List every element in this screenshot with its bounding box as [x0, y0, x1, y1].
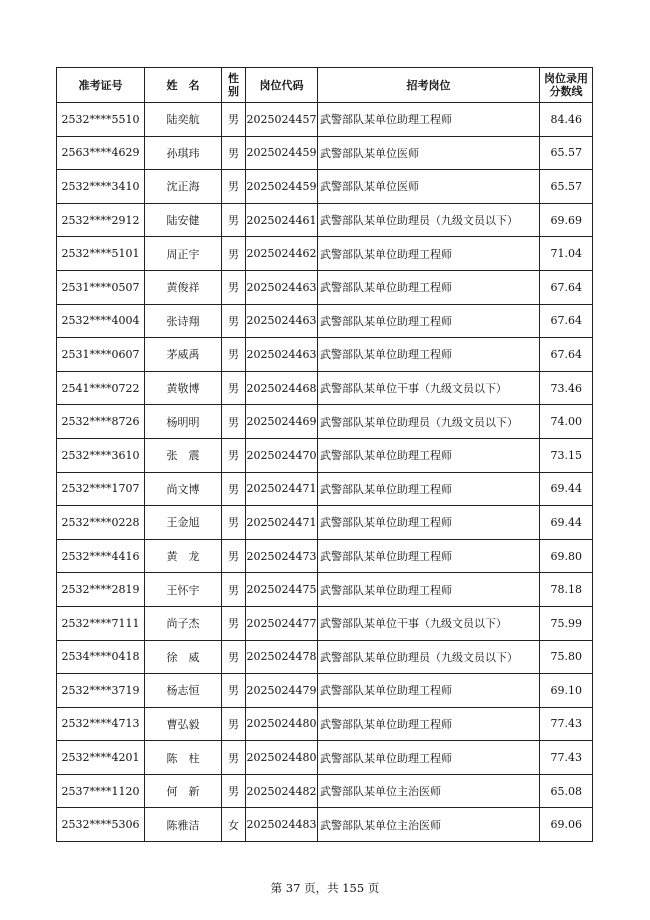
cell-cutoff-score: 67.64	[540, 338, 593, 372]
cell-name: 杨明明	[145, 405, 222, 439]
table-row	[57, 640, 593, 674]
cell-position: 武警部队某单位助理员（九级文员以下）	[318, 405, 540, 439]
cell-position: 武警部队某单位助理工程师	[318, 270, 540, 304]
cell-ticket-number: 2532****2819	[57, 573, 145, 607]
results-table	[56, 67, 593, 842]
cell-ticket-number: 2532****4201	[57, 741, 145, 775]
cell-gender: 男	[222, 103, 246, 137]
cell-cutoff-score: 69.10	[540, 674, 593, 708]
cell-name: 陆奕航	[145, 103, 222, 137]
cell-position: 武警部队某单位助理工程师	[318, 304, 540, 338]
table-row	[57, 405, 593, 439]
cell-cutoff-score: 71.04	[540, 237, 593, 271]
table-row	[57, 606, 593, 640]
table-row	[57, 371, 593, 405]
cell-position: 武警部队某单位医师	[318, 170, 540, 204]
cell-gender: 男	[222, 338, 246, 372]
table-row	[57, 539, 593, 573]
table-row	[57, 237, 593, 271]
header-ticket-number: 准考证号	[57, 68, 145, 103]
cell-position-code: 2025024469	[246, 405, 318, 439]
cell-gender: 男	[222, 304, 246, 338]
cell-gender: 男	[222, 573, 246, 607]
table-row	[57, 674, 593, 708]
cell-name: 孙琪玮	[145, 136, 222, 170]
table-row	[57, 338, 593, 372]
cell-cutoff-score: 69.80	[540, 539, 593, 573]
cell-position: 武警部队某单位助理员（九级文员以下）	[318, 640, 540, 674]
cell-name: 黄敬博	[145, 371, 222, 405]
cell-gender: 男	[222, 741, 246, 775]
cell-position: 武警部队某单位助理工程师	[318, 338, 540, 372]
cell-position: 武警部队某单位助理工程师	[318, 103, 540, 137]
table-row	[57, 136, 593, 170]
cell-ticket-number: 2532****5306	[57, 808, 145, 842]
cell-position-code: 2025024462	[246, 237, 318, 271]
cell-cutoff-score: 69.44	[540, 472, 593, 506]
cell-gender: 男	[222, 506, 246, 540]
cell-cutoff-score: 65.57	[540, 170, 593, 204]
cell-position: 武警部队某单位助理员（九级文员以下）	[318, 203, 540, 237]
cell-cutoff-score: 67.64	[540, 270, 593, 304]
cell-ticket-number: 2537****1120	[57, 774, 145, 808]
cell-name: 王怀宇	[145, 573, 222, 607]
cell-name: 陈雅洁	[145, 808, 222, 842]
cell-name: 尚子杰	[145, 606, 222, 640]
cell-position-code: 2025024475	[246, 573, 318, 607]
cell-position: 武警部队某单位医师	[318, 136, 540, 170]
table-row	[57, 304, 593, 338]
cell-position: 武警部队某单位助理工程师	[318, 741, 540, 775]
cell-cutoff-score: 69.69	[540, 203, 593, 237]
cell-name: 茅威禹	[145, 338, 222, 372]
cell-position-code: 2025024479	[246, 674, 318, 708]
cell-cutoff-score: 77.43	[540, 707, 593, 741]
table-body	[57, 103, 593, 842]
cell-position-code: 2025024461	[246, 203, 318, 237]
cell-ticket-number: 2532****3719	[57, 674, 145, 708]
cell-position-code: 2025024468	[246, 371, 318, 405]
cell-ticket-number: 2532****5510	[57, 103, 145, 137]
cell-position-code: 2025024471	[246, 472, 318, 506]
table-row	[57, 573, 593, 607]
cell-cutoff-score: 84.46	[540, 103, 593, 137]
cell-position: 武警部队某单位助理工程师	[318, 438, 540, 472]
cell-ticket-number: 2532****7111	[57, 606, 145, 640]
cell-ticket-number: 2532****8726	[57, 405, 145, 439]
cell-position-code: 2025024471	[246, 506, 318, 540]
cell-cutoff-score: 69.06	[540, 808, 593, 842]
cell-cutoff-score: 75.99	[540, 606, 593, 640]
cell-position: 武警部队某单位干事（九级文员以下）	[318, 606, 540, 640]
table-row	[57, 103, 593, 137]
cell-gender: 男	[222, 707, 246, 741]
cell-ticket-number: 2532****3410	[57, 170, 145, 204]
cell-ticket-number: 2531****0507	[57, 270, 145, 304]
cell-gender: 男	[222, 405, 246, 439]
cell-gender: 男	[222, 774, 246, 808]
cell-name: 张诗翔	[145, 304, 222, 338]
cell-ticket-number: 2532****3610	[57, 438, 145, 472]
cell-position-code: 2025024463	[246, 270, 318, 304]
header-name: 姓 名	[145, 68, 222, 103]
cell-name: 曹弘毅	[145, 707, 222, 741]
cell-position-code: 2025024478	[246, 640, 318, 674]
table-row	[57, 170, 593, 204]
cell-ticket-number: 2532****4004	[57, 304, 145, 338]
cell-gender: 男	[222, 270, 246, 304]
table-header-row	[57, 68, 593, 103]
cell-cutoff-score: 69.44	[540, 506, 593, 540]
cell-name: 黄 龙	[145, 539, 222, 573]
cell-position: 武警部队某单位主治医师	[318, 808, 540, 842]
cell-position: 武警部队某单位助理工程师	[318, 472, 540, 506]
cell-position-code: 2025024457	[246, 103, 318, 137]
cell-gender: 男	[222, 203, 246, 237]
table-row	[57, 774, 593, 808]
cell-position: 武警部队某单位助理工程师	[318, 674, 540, 708]
cell-position: 武警部队某单位助理工程师	[318, 707, 540, 741]
header-position: 招考岗位	[318, 68, 540, 103]
cell-name: 王金旭	[145, 506, 222, 540]
cell-gender: 男	[222, 640, 246, 674]
cell-gender: 男	[222, 371, 246, 405]
cell-ticket-number: 2532****1707	[57, 472, 145, 506]
cell-position-code: 2025024459	[246, 170, 318, 204]
cell-name: 陈 柱	[145, 741, 222, 775]
table-row	[57, 270, 593, 304]
cell-cutoff-score: 67.64	[540, 304, 593, 338]
cell-position-code: 2025024463	[246, 338, 318, 372]
cell-position: 武警部队某单位干事（九级文员以下）	[318, 371, 540, 405]
cell-gender: 男	[222, 136, 246, 170]
cell-position: 武警部队某单位助理工程师	[318, 573, 540, 607]
cell-name: 周正宇	[145, 237, 222, 271]
table-row	[57, 741, 593, 775]
results-table-container	[56, 67, 592, 842]
cell-position-code: 2025024470	[246, 438, 318, 472]
cell-gender: 男	[222, 606, 246, 640]
cell-cutoff-score: 77.43	[540, 741, 593, 775]
cell-name: 张 震	[145, 438, 222, 472]
cell-cutoff-score: 73.46	[540, 371, 593, 405]
cell-position: 武警部队某单位助理工程师	[318, 237, 540, 271]
cell-ticket-number: 2532****0228	[57, 506, 145, 540]
table-row	[57, 472, 593, 506]
cell-name: 杨志恒	[145, 674, 222, 708]
table-row	[57, 203, 593, 237]
cell-position-code: 2025024480	[246, 707, 318, 741]
cell-cutoff-score: 78.18	[540, 573, 593, 607]
cell-ticket-number: 2532****5101	[57, 237, 145, 271]
cell-position-code: 2025024459	[246, 136, 318, 170]
cell-gender: 男	[222, 170, 246, 204]
cell-gender: 男	[222, 539, 246, 573]
table-row	[57, 808, 593, 842]
cell-position: 武警部队某单位主治医师	[318, 774, 540, 808]
cell-position: 武警部队某单位助理工程师	[318, 506, 540, 540]
cell-position-code: 2025024473	[246, 539, 318, 573]
cell-ticket-number: 2563****4629	[57, 136, 145, 170]
header-gender: 性 别	[222, 68, 246, 103]
cell-name: 徐 威	[145, 640, 222, 674]
cell-position-code: 2025024480	[246, 741, 318, 775]
cell-cutoff-score: 74.00	[540, 405, 593, 439]
cell-position-code: 2025024463	[246, 304, 318, 338]
cell-cutoff-score: 75.80	[540, 640, 593, 674]
header-cutoff-score: 岗位录用 分数线	[540, 68, 593, 103]
cell-name: 何 新	[145, 774, 222, 808]
cell-gender: 男	[222, 674, 246, 708]
cell-gender: 女	[222, 808, 246, 842]
cell-gender: 男	[222, 237, 246, 271]
cell-name: 沈正海	[145, 170, 222, 204]
cell-gender: 男	[222, 472, 246, 506]
cell-name: 黄俊祥	[145, 270, 222, 304]
cell-position-code: 2025024483	[246, 808, 318, 842]
page-number-footer: 第 37 页，共 155 页	[270, 881, 380, 895]
cell-position-code: 2025024477	[246, 606, 318, 640]
cell-name: 尚文博	[145, 472, 222, 506]
table-row	[57, 438, 593, 472]
table-row	[57, 707, 593, 741]
cell-ticket-number: 2532****2912	[57, 203, 145, 237]
cell-cutoff-score: 65.57	[540, 136, 593, 170]
cell-name: 陆安健	[145, 203, 222, 237]
cell-position: 武警部队某单位助理工程师	[318, 539, 540, 573]
cell-position-code: 2025024482	[246, 774, 318, 808]
cell-gender: 男	[222, 438, 246, 472]
cell-ticket-number: 2534****0418	[57, 640, 145, 674]
cell-ticket-number: 2541****0722	[57, 371, 145, 405]
cell-ticket-number: 2531****0607	[57, 338, 145, 372]
table-row	[57, 506, 593, 540]
cell-ticket-number: 2532****4416	[57, 539, 145, 573]
cell-ticket-number: 2532****4713	[57, 707, 145, 741]
header-position-code: 岗位代码	[246, 68, 318, 103]
cell-cutoff-score: 65.08	[540, 774, 593, 808]
cell-cutoff-score: 73.15	[540, 438, 593, 472]
